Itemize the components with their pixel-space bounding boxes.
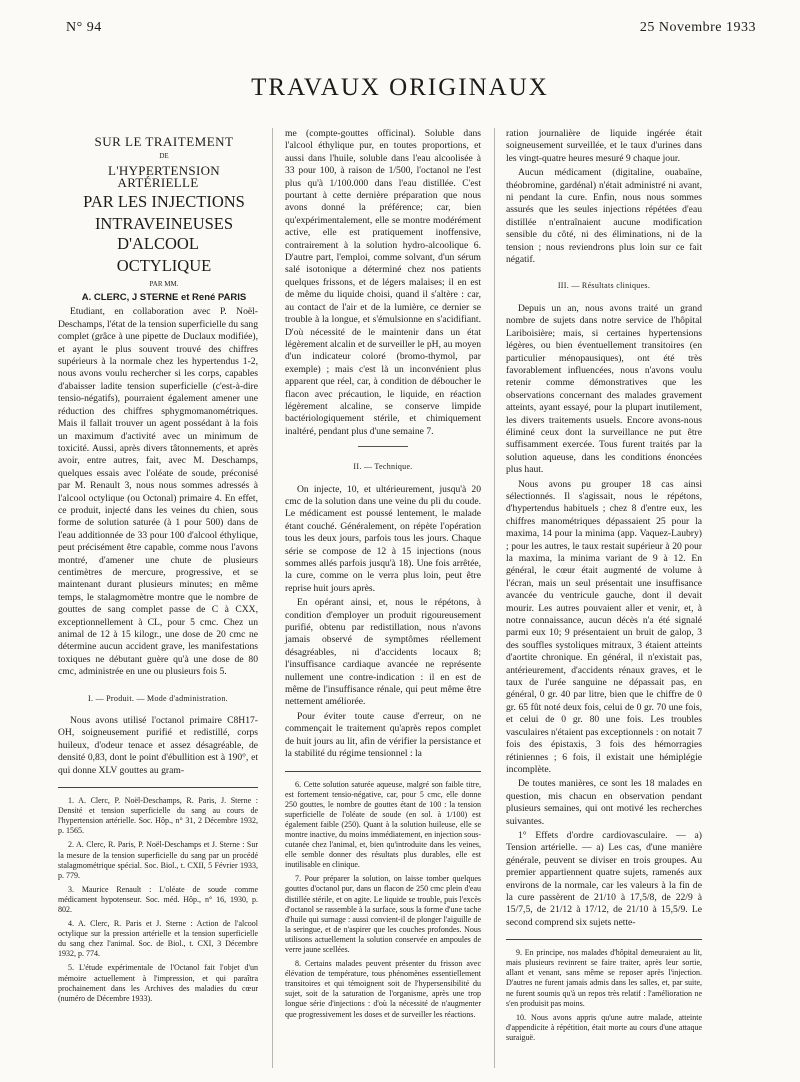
paragraph: ration journalière de liquide ingérée était soigneusement surveillée, et le taux d'urines dans les vingt-quatre heures mesuré 9 chaque jour.: [506, 128, 702, 164]
footnote: 6. Cette solution saturée aqueuse, malgré son faible titre, est fortement tensio-négative, car, pour 5 cmc, elle donne 250 gouttes, le nombre de gouttes étant de 100 : la tension superficielle de l'oléate de soude (en sol. à 1/100) est également faible (250). Quant à la solution huileuse, elle se montre inactive, du moins immédiatement, en injection sous-cutanée chez l'animal, et, bien qu'introduite dans les veines, elle semble donner des résultats plus durables, elle est inutilisable en clinique.: [285, 779, 481, 870]
paragraph: En opérant ainsi, et, nous le répétons, à condition d'employer un produit rigoureusement purifié, obtenu par redistillation, nous n'avons jamais observé de symptômes réellement désagréables, ni d'accidents locaux 8; l'insuffisance cardiaque avancée ne représente nullement une contre-indication : il en est de même de l'insuffisance rénale, qui peut même être nettement améliorée.: [285, 597, 481, 708]
article-title-line: DE: [159, 152, 169, 161]
article-title-line: OCTYLIQUE: [116, 255, 212, 275]
footnote-divider: [58, 787, 258, 788]
article-title-line: PAR LES INJECTIONS: [83, 191, 245, 211]
page-number: N° 94: [66, 20, 102, 35]
paragraph: De toutes manières, ce sont les 18 malades en question, mis chacun en observation pendant plusieurs semaines, qui ont motivé les recherches suivantes.: [506, 778, 702, 827]
article-authors: A. CLERC, J STERNE et René PARIS: [81, 292, 247, 304]
column-divider: [272, 128, 273, 1068]
footnote: 3. Maurice Renault : L'oléate de soude comme médicament hypotenseur. Soc. méd. Hôp., n° 16, 1930, p. 802.: [58, 884, 258, 914]
footnote: 9. En principe, nos malades d'hôpital demeuraient au lit, mais plusieurs revinrent se faire traiter, après leur sortie, allant et venant, sans même se reposer après l'injection. D'autres ne furent jamais admis dans les salles, et, par suite, ne furent soumis qu'à un repos très relatif : l'amélioration ne s'en produisit pas moins.: [506, 948, 702, 1008]
footnotes: [285, 780, 481, 1020]
article-title-line: INTRAVEINEUSES D'ALCOOL: [94, 213, 234, 253]
section-heading: II. — Technique.: [353, 462, 413, 472]
footnotes: [506, 948, 702, 1043]
section-title: TRAVAUX ORIGINAUX: [251, 74, 549, 101]
column-3: [506, 128, 702, 1047]
column-divider: [494, 128, 495, 1068]
paragraph: me (compte-gouttes officinal). Soluble dans l'alcool éthylique pur, en toutes proportions, et aussi dans l'huile, soluble dans l'eau alcoolisée à 33 pour 100, à raison de 1/500, l'octanol ne l'est plus qu'à 1/100.000 dans l'eau distillée. C'est pourtant à cette dernière préparation que nous avons donné la préférence; car, bien qu'expérimentalement, elle se montre modérément active, elle est pratiquement inoffensive, contrairement à la solution hydro-alcoolique 6. D'autre part, l'emploi, comme solvant, d'un sérum salé isotonique a déterminé chez nos patients quelques frissons, et de légers malaises; il en est de même du liquide choisi, quand il s'altère : car, au contact de l'air et de la lumière, ce dernier se trouble à la longue, et s'émulsionne en s'acidifiant. D'où nécessité de le maintenir dans un état légèrement alcalin et de surveiller le pH, au moyen d'un indicateur coloré (bromo-thymol, par exemple) ; mais c'est là un inconvénient plus apparent que réel, car, à condition de déboucher le flacon avec précaution, le liquide, en réaction légèrement alcaline, se conserve limpide bactériologiquement stérile, et chimiquement inaltéré, pendant plus d'une semaine 7.: [285, 128, 481, 437]
paragraph: 1° Effets d'ordre cardiovasculaire. — a) Tension artérielle. — a) Les cas, d'une manière générale, peuvent se diviser en trois groupes. Au premier appartiennent quatre sujets, ramenés aux environs de la normale, car les valeurs à la fin de la cure passèrent de 21/10 à 17,5/8, de 22/9 à 15/7,5, de 21/12 à 17/12, de 21/10 à 15,5/9. Le second comprend six sujets nette-: [506, 829, 702, 928]
article-title-line: L'HYPERTENSION ARTÉRIELLE: [108, 162, 220, 191]
footnote: 4. A. Clerc, R. Paris et J. Sterne : Action de l'alcool octylique sur la pression artérielle et la tension superficielle du sang chez l'animal. Soc. de Biol., t. CXI, 3 Décembre 1932, p. 774.: [58, 919, 258, 959]
footnote: 10. Nous avons appris qu'une autre malade, atteinte d'appendicite à répétition, était morte au cours d'une attaque suraiguë.: [506, 1012, 702, 1042]
column-1: [58, 128, 258, 1008]
footnote: 8. Certains malades peuvent présenter du frisson avec élévation de température, tous phénomènes essentiellement transitoires et qui témoignent soit de l'hypersensibilité du sujet, soit de la saturation de l'organisme, après une trop longue série d'injections : d'où la nécessité de n'augmenter que progressivement les doses et de surveiller les réactions.: [285, 959, 481, 1019]
paragraph: On injecte, 10, et ultérieurement, jusqu'à 20 cmc de la solution dans une veine du pli du coude. Le médicament est poussé lentement, le malade étant couché. Généralement, on répète l'opération tous les deux jours, parfois tous les jours. Chaque série se compose de 12 à 15 injections (nous sommes allés parfois jusqu'à 18). Une fois arrêtée, la cure, comme on le verra plus loin, peut être reprise huit jours après.: [285, 483, 481, 594]
paragraph: Nous avons utilisé l'octanol primaire C8H17-OH, soigneusement purifié et redistillé, corps huileux, d'odeur tenace et assez désagréable, de densité 0,83, dont le point d'ébullition est à 190°, et qui donne XLV gouttes au gram-: [58, 715, 258, 776]
article-title-line: SUR LE TRAITEMENT: [94, 134, 234, 149]
section-heading: I. — Produit. — Mode d'administration.: [88, 693, 228, 703]
paragraph: Pour éviter toute cause d'erreur, on ne commençait le traitement qu'après repos complet de huit jours au lit, afin de vérifier la persistance et la stabilité du régime tensionnel : la: [285, 710, 481, 760]
footnote: 5. L'étude expérimentale de l'Octanol fait l'objet d'un mémoire actuellement à l'impression, et qui paraîtra prochainement dans les Archives des maladies du cœur (numéro de Décembre 1933).: [58, 963, 258, 1003]
byline-prefix: PAR MM.: [149, 279, 179, 288]
section-heading: III. — Résultats cliniques.: [557, 281, 651, 291]
paragraph: Depuis un an, nous avons traité un grand nombre de sujets dans notre service de l'hôpital Lariboisière; mais, si certaines hypertensions légères, ou bien éventuellement transitoires (en particulier ménopausiques), ont été très favorablement influencées, nous n'avons voulu retenir comme démonstratives que les observations concernant des malades gravement atteints, ayant essayé, pour la plupart inutilement, les divers traitements usuels. Encore avons-nous éliminé ceux dont la surveillance ne put être suffisamment exercée. Tous furent traités par la solution aqueuse, dans les conditions énoncées plus haut.: [506, 302, 702, 476]
article-title-block: [58, 136, 258, 304]
footnotes: [58, 796, 258, 1004]
footnote: 7. Pour préparer la solution, on laisse tomber quelques gouttes d'octanol pur, dans un flacon de 250 cmc plein d'eau distillée stérile, et on agite. Le liquide se trouble, puis l'excès d'octanol se rassemble à la surface, sous la forme d'une tache d'huile qui surnage : aussi convient-il de plonger l'aiguille de la seringue, et de n'aspirer que les couches profondes. Nous utilisons actuellement la solution conservée en ampoules de verre jaune scellées.: [285, 874, 481, 954]
separator-rule: [358, 446, 408, 447]
paragraph: Etudiant, en collaboration avec P. Noël-Deschamps, l'état de la tension superficielle du sang complet (grâce à une pipette de Duclaux modifiée), et ayant le plus souvent trouvé des chiffres supérieurs à la normale chez les hypertendus 1-2, nous avons voulu rechercher si les corps, capables d'abaisser ladite tension superficielle (c'est-à-dire tensio-négatifs), pourraient également amener une réduction des chiffres sphygmomanométriques. Mais il fallait trouver un agent possédant à la fois un maximum d'activité avec un minimum de toxicité. Aussi, après divers tâtonnements, et après avoir, entre autres, fait, avec M. Deschamps, quelques essais avec l'oléate de soude, préconisé par M. Renault 3, nous nous sommes adressés à l'alcool octylique (ou Octonal) primaire 4. En effet, ce produit, injecté dans les veines du chien, sous forme de solution saturée (à 1 pour 500) dans de l'eau additionnée de 33 pour 100 d'alcool éthylique, peut précisément être capable, comme nous l'avons montré, d'amener une chute de plusieurs centimètres de mercure, progressive, et se maintenant durant plusieurs minutes; en même temps, le stalagmomètre montre que le nombre de gouttes de sang complet passe de C à CXX, exceptionnellement à CL, pour 5 cmc. Chez un animal de 12 à 15 kilogr., une dose de 20 cmc ne détermine aucun accident grave, les manifestations toxiques ne débutant guère qu'à une dose de 80 cmc, administrée en une ou plusieurs fois 5.: [58, 306, 258, 678]
issue-date: 25 Novembre 1933: [639, 20, 756, 35]
column-2: [285, 128, 481, 1024]
footnote-divider: [506, 939, 702, 940]
footnote: 2. A. Clerc, R. Paris, P. Noël-Deschamps et J. Sterne : Sur la mesure de la tension superficielle du sang par un procédé stalagmométrique spécial. Soc. Biol., t. CXII, 5 Février 1933, p. 779.: [58, 840, 258, 880]
footnote-divider: [285, 771, 481, 772]
paragraph: Aucun médicament (digitaline, ouabaïne, théobromine, gardénal) n'était administré ni avant, ni pendant la cure. Enfin, nous nous sommes assurés que les seules injections répétées d'eau distillée n'entraînaient aucune modification sensible du côté, ni des éliminations, ni de la tension ; nous reviendrons plus loin sur ce fait négatif.: [506, 167, 702, 266]
paragraph: Nous avons pu grouper 18 cas ainsi sélectionnés. Il s'agissait, nous le répétons, d'hypertendus habituels ; chez 8 d'entre eux, les chiffres manométriques dépassaient 25 pour la maxima, 14 pour la minima (app. Vaquez-Laubry) ; pour les autres, le taux restait supérieur à 20 pour la maxima, la minima variant de 9 à 12. En général, le cœur était augmenté de volume à l'écran, mais un seul présentait une insuffisance avancée du ventricule gauche, dont il devait mourir. Les autres pouvaient aller et venir, et, à notre connaissance, aucun décès n'a été signalé parmi eux 10; 9 présentaient un bruit de galop, 3 des souffles systoliques mitraux, 3 étaient atteints d'aortite chronique. En général, il n'existait pas, antérieurement, d'accidents rénaux graves, et le taux de l'urée sanguine ne dépassait pas, en général, 0 gr. 40 par litre, bien que le chiffre de 0 gr. 65 fût noté deux fois, celui de 0 gr. 70 une fois, et celui de 0 gr. 80 une fois. Les troubles vasculaires n'étaient pas exceptionnels : on notait 7 fois des épistaxis, 3 fois des hémorragies rétiniennes ; 6 fois, il existait une hémiplégie incomplète.: [506, 478, 702, 775]
footnote: 1. A. Clerc, P. Noël-Deschamps, R. Paris, J. Sterne : Densité et tension superficielle du sang au cours de l'hypertension artérielle. Soc. Hôp., n° 31, 2 Décembre 1932, p. 1565.: [58, 796, 258, 836]
